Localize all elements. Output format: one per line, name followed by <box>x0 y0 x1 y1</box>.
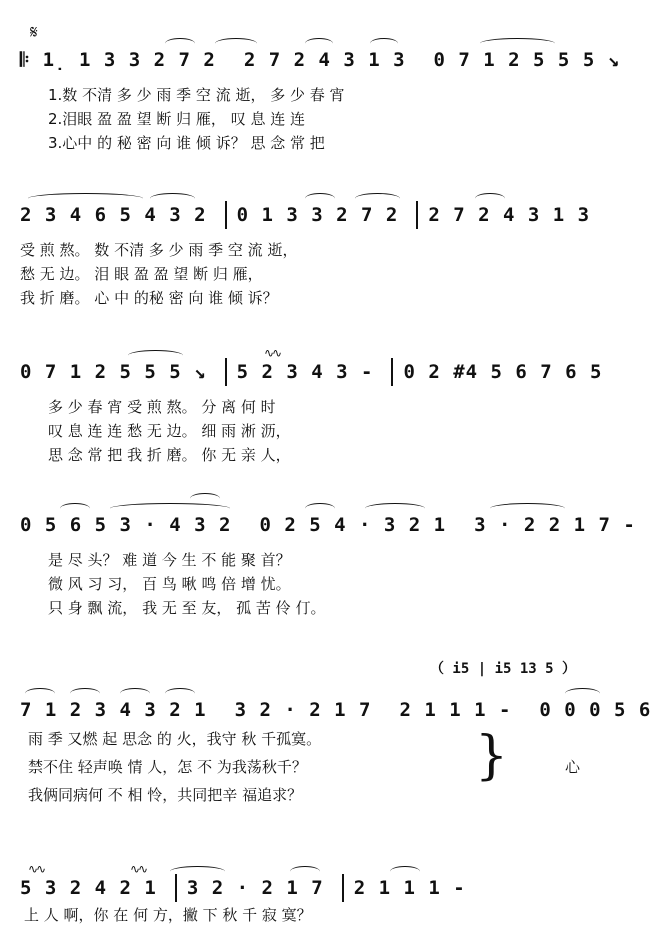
notation-line-4 <box>20 505 636 545</box>
trill-mark: ∿∿ <box>264 346 281 360</box>
lyric-verse-3: 我 折 磨。 心 中 的秘 密 向 谁 倾 诉？ <box>20 289 278 307</box>
notation-line-5 <box>20 690 651 730</box>
lyric-verse-1: 多 少 春 宵 受 煎 熬。 分 离 何 时 <box>48 398 276 416</box>
lyric-verse-3: 我俩同病何 不 相 怜，共同把辛 福追求？ <box>28 786 303 804</box>
measure: 2 1 1 1 - <box>399 699 512 721</box>
notation-line-1 <box>20 40 620 80</box>
segno-mark: 𝄋 <box>30 22 38 43</box>
trill-mark: ∿∿ <box>28 862 45 876</box>
measure: 0 7 1 2 5 5 5 ↘ <box>20 361 207 383</box>
trill-mark: ∿∿ <box>130 862 147 876</box>
measure: 5 3 2 4 2 1 <box>20 877 157 899</box>
lyric-verse-1: 是 尽 头？ 难 道 今 生 不 能 聚 首？ <box>48 551 291 569</box>
notation-line-3 <box>20 352 620 392</box>
lyric-verse-1: 1.数 不清 多 少 雨 季 空 流 逝， 多 少 春 宵 <box>48 86 345 104</box>
measure: 2 7 2 4 3 1 3 <box>243 49 406 71</box>
measure: 0 2 #4 5 6 7 6 5 <box>403 361 603 383</box>
lyric-verse-2: 微 风 习 习， 百 鸟 啾 鸣 倍 增 忧。 <box>48 575 291 593</box>
measure: 0 1 3 3 2 7 2 <box>236 204 399 226</box>
notation-line-6 <box>20 868 620 908</box>
notation-line-2 <box>20 195 620 235</box>
lyric-verse-3: 思 念 常 把 我 折 磨。 你 无 亲 人， <box>48 446 291 464</box>
measure: 0 0 0 5 6 <box>539 699 651 721</box>
measure: 0 2 5 4 · 3 2 1 <box>259 514 447 536</box>
measure: 2 1 1 1 - <box>353 877 466 899</box>
measure: 3 2 · 2 1 7 <box>234 699 372 721</box>
measure: 3 · 2 2 1 7 - <box>474 514 636 536</box>
lyric-verse-3: 3.心中 的 秘 密 向 谁 倾 诉？ 思 念 常 把 <box>48 134 325 152</box>
lyric-verse-1: 受 煎 熬。 数 不清 多 少 雨 季 空 流 逝， <box>20 241 298 259</box>
lyric-verse-1: 雨 季 又燃 起 思念 的 火，我守 秋 千孤寞。 <box>28 730 322 748</box>
lyric-verse-2: 2.泪眼 盈 盈 望 断 归 雁， 叹 息 连 连 <box>48 110 305 128</box>
measure: 2 7 2 4 3 1 3 <box>428 204 591 226</box>
lyric-verse-2: 叹 息 连 连 愁 无 边。 细 雨 淅 沥， <box>48 422 291 440</box>
verse-brace: } <box>475 726 509 786</box>
measure: 2 3 4 6 5 4 3 2 <box>20 204 207 226</box>
measure: 0 7 1 2 5 5 5 ↘ <box>433 49 621 71</box>
side-lyric: 心 <box>565 758 581 776</box>
measure: 0 5 6 5 3 · 4 3 2 <box>20 514 232 536</box>
pickup-bracket: （ i5 | i5 13 5 ） <box>430 661 577 677</box>
lyric-verse-1: 上 人 啊，你 在 何 方，撇 下 秋 千 寂 寞？ <box>24 906 312 924</box>
lyric-verse-2: 愁 无 边。 泪 眼 盈 盈 望 断 归 雁， <box>20 265 263 283</box>
lyric-verse-3: 只 身 飘 流， 我 无 至 友， 孤 苦 伶 仃。 <box>48 599 326 617</box>
lyric-verse-2: 禁不住 轻声唤 情 人，怎 不 为我荡秋千？ <box>28 758 307 776</box>
measure: 7 1 2 3 4 3 2 1 <box>20 699 207 721</box>
measure: 3 2 · 2 1 7 <box>186 877 324 899</box>
measure: 5 2 3 4 3 - <box>236 361 374 383</box>
measure: 𝄆 1̣ 1 3 3 2 7 2 <box>20 49 216 71</box>
